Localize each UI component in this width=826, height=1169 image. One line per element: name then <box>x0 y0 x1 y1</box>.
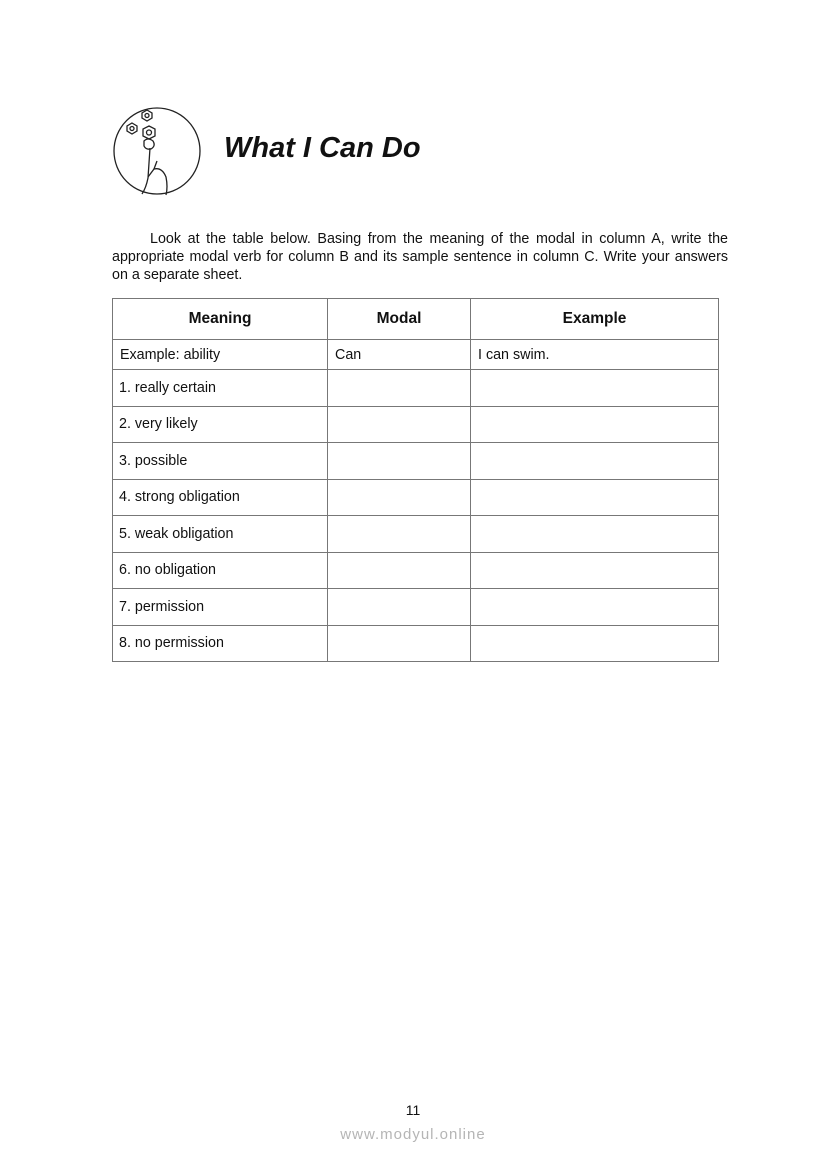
table-row <box>113 625 719 662</box>
meaning-cell: 2. very likely <box>113 406 328 443</box>
table-row <box>113 552 719 589</box>
page-title: What I Can Do <box>224 132 421 164</box>
meaning-cell: 4. strong obligation <box>113 479 328 516</box>
example-meaning: Example: ability <box>113 340 328 370</box>
header-meaning: Meaning <box>113 299 328 340</box>
example-row <box>113 340 719 370</box>
table-row <box>113 370 719 407</box>
modal-cell <box>328 625 471 662</box>
example-cell <box>471 552 719 589</box>
example-cell <box>471 370 719 407</box>
watermark: www.modyul.online <box>340 1126 486 1143</box>
modal-table <box>112 298 719 662</box>
modal-cell <box>328 370 471 407</box>
page-number: 11 <box>405 1102 421 1118</box>
hand-with-gears-icon <box>112 106 202 196</box>
meaning-cell: 5. weak obligation <box>113 516 328 553</box>
modal-cell <box>328 479 471 516</box>
meaning-cell: 7. permission <box>113 589 328 626</box>
modal-cell <box>328 516 471 553</box>
meaning-cell: 6. no obligation <box>113 552 328 589</box>
example-cell <box>471 589 719 626</box>
example-cell <box>471 479 719 516</box>
modal-cell <box>328 552 471 589</box>
instructions: Look at the table below. Basing from the meaning of the modal in column A, write the appropriate modal verb for column B and its sample sentence in column C. Write your answers on a separate sheet. <box>112 231 728 283</box>
example-cell <box>471 406 719 443</box>
meaning-cell: 1. really certain <box>113 370 328 407</box>
example-cell <box>471 443 719 480</box>
meaning-cell: 8. no permission <box>113 625 328 662</box>
modal-cell <box>328 443 471 480</box>
example-modal: Can <box>328 340 471 370</box>
header-modal: Modal <box>328 299 471 340</box>
table-row <box>113 589 719 626</box>
modal-cell <box>328 406 471 443</box>
example-sentence: I can swim. <box>471 340 719 370</box>
table-row <box>113 406 719 443</box>
example-cell <box>471 625 719 662</box>
table-header-row <box>113 299 719 340</box>
table-row <box>113 479 719 516</box>
header-example: Example <box>471 299 719 340</box>
meaning-cell: 3. possible <box>113 443 328 480</box>
example-cell <box>471 516 719 553</box>
modal-cell <box>328 589 471 626</box>
table-row <box>113 516 719 553</box>
table-row <box>113 443 719 480</box>
